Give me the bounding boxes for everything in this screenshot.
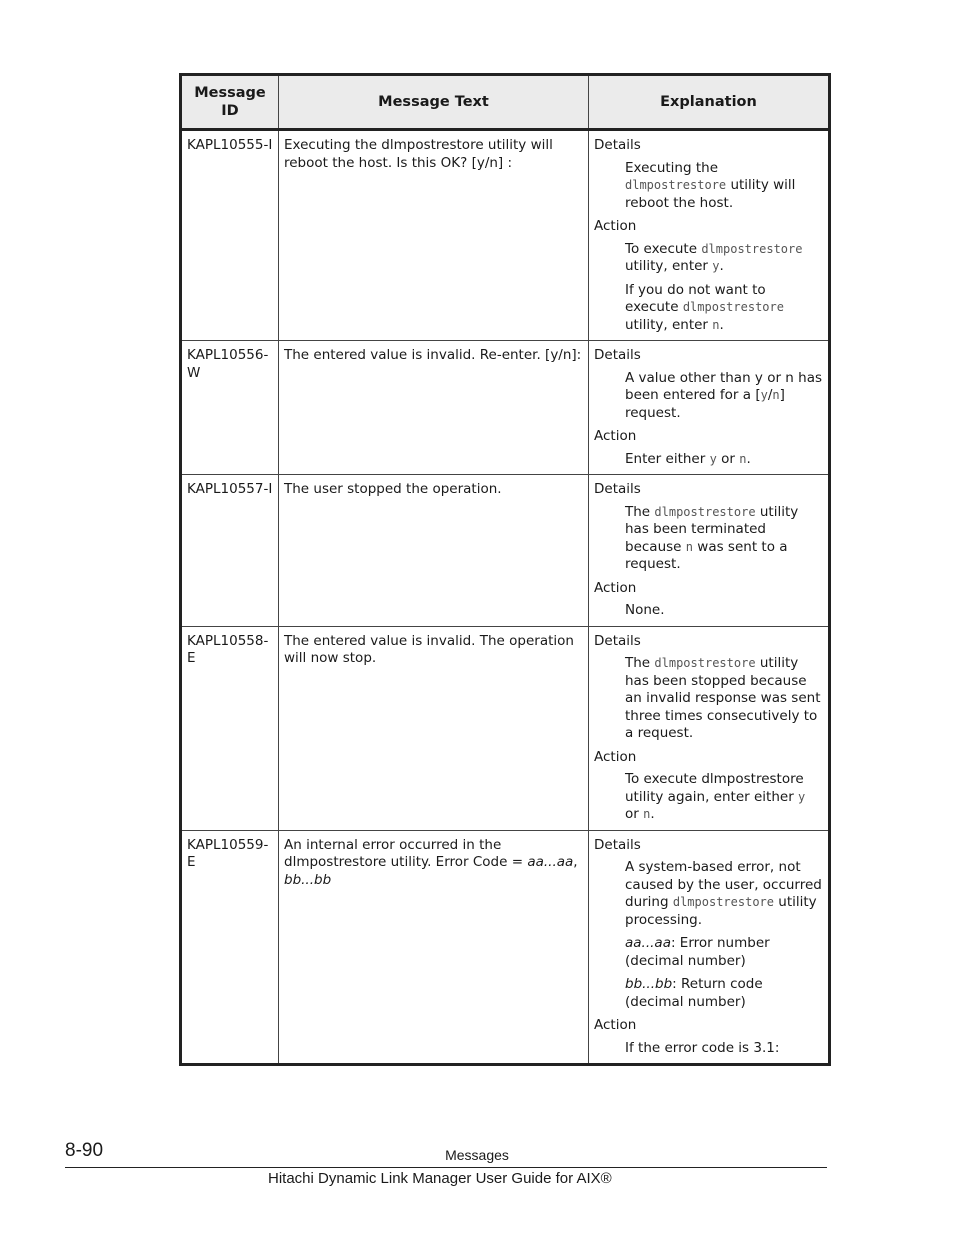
table-header (181, 75, 830, 130)
running-section-title: Messages (445, 1147, 509, 1163)
explanation-cell (589, 341, 830, 475)
action-label: Action (594, 218, 637, 234)
text-run: utility, enter (625, 316, 713, 333)
text-run: A value other than y or n has been entered for a [ (625, 369, 823, 403)
message-id-cell: KAPL10556-W (181, 341, 279, 475)
details-text (625, 655, 823, 743)
text-run: Executing the (625, 159, 719, 176)
code-term: dlmpostrestore (701, 241, 803, 256)
details-label: Details (594, 632, 641, 649)
action-label: Action (594, 748, 637, 765)
message-text-cell: The entered value is invalid. Re-enter. [y/n]: (279, 341, 589, 475)
code-term: n (772, 388, 780, 402)
book-title: Hitachi Dynamic Link Manager User Guide for AIX® (268, 1170, 612, 1187)
text-run: . (746, 450, 751, 467)
details-text (625, 859, 823, 929)
code-term: y (760, 388, 768, 402)
text-run: / (767, 387, 773, 403)
details-label: Details (594, 137, 641, 153)
code-term: n (712, 317, 720, 332)
messages-table (179, 73, 831, 1066)
explanation-cell (589, 475, 830, 627)
text-run: To execute dlmpostrestore utility again, enter either (625, 771, 804, 805)
action-label: Action (594, 428, 637, 444)
variable-term: aa...aa (625, 935, 671, 951)
details-label: Details (594, 347, 641, 363)
message-id-cell: KAPL10555-I (181, 130, 279, 341)
explanation-cell (589, 830, 830, 1065)
table-row (181, 626, 830, 830)
details-extra-text (625, 976, 823, 1011)
text-run: utility processing. (625, 894, 817, 928)
text-run: . (650, 806, 655, 822)
action-label: Action (594, 1017, 637, 1033)
text-run: If the error code is 3.1: (625, 1039, 780, 1056)
variable-term: bb...bb (625, 976, 673, 992)
message-id-cell: KAPL10559-E (181, 830, 279, 1065)
text-run: An internal error occurred in the dlmpostrestore utility. Error Code = (284, 836, 528, 870)
message-text-cell: The user stopped the operation. (279, 475, 589, 627)
text-run: utility, enter (625, 258, 713, 274)
details-extra-text (625, 935, 823, 970)
details-label: Details (594, 836, 641, 853)
text-run: : Return code (decimal number) (625, 976, 763, 1010)
text-run: . (719, 316, 724, 333)
text-run: was sent to a request. (625, 538, 788, 572)
table-row (181, 830, 830, 1065)
text-run: To execute (625, 240, 702, 257)
header-message-text: Message Text (279, 75, 589, 130)
action-label: Action (594, 579, 637, 596)
action-text (625, 241, 823, 276)
text-run: utility has been stopped because an invalid response was sent three times consecutively to a request. (625, 655, 821, 741)
text-run: utility will reboot the host. (625, 177, 796, 211)
code-term: dlmpostrestore (625, 178, 727, 192)
details-text (625, 160, 823, 213)
variable-term: bb...bb (284, 871, 332, 888)
action-text (625, 1040, 823, 1058)
footer-divider (65, 1167, 827, 1168)
table-row (181, 341, 830, 475)
messages-table-container (179, 73, 828, 1066)
details-label: Details (594, 481, 641, 497)
text-run: or (716, 450, 740, 467)
text-run: Enter either (625, 450, 710, 467)
details-text (625, 504, 823, 574)
variable-term: aa...aa (527, 854, 574, 870)
code-term: dlmpostrestore (672, 895, 774, 909)
message-text-cell: Executing the dlmpostrestore utility will reboot the host. Is this OK? [y/n] : (279, 130, 589, 341)
message-id-cell: KAPL10558-E (181, 626, 279, 830)
details-text (625, 370, 823, 423)
code-term: y (712, 259, 720, 273)
code-term: n (643, 807, 651, 821)
explanation-cell (589, 130, 830, 341)
code-term: n (685, 539, 693, 554)
code-term: dlmpostrestore (682, 300, 784, 314)
table-row (181, 475, 830, 627)
message-id-cell: KAPL10557-I (181, 475, 279, 627)
action-text (625, 282, 823, 335)
action-text (625, 771, 823, 824)
text-run: : Error number (decimal number) (625, 935, 770, 969)
message-text-cell (279, 830, 589, 1065)
message-text-cell: The entered value is invalid. The operation will now stop. (279, 626, 589, 830)
code-term: dlmpostrestore (654, 504, 756, 519)
text-run: utility has been terminated because (625, 503, 799, 555)
page-number: 8-90 (65, 1140, 104, 1161)
text-run: The (625, 655, 655, 671)
code-term: n (739, 451, 747, 466)
code-term: y (798, 789, 806, 804)
table-body (181, 130, 830, 1065)
text-run: If you do not want to execute (625, 281, 766, 315)
action-text (625, 602, 823, 620)
header-explanation: Explanation (589, 75, 830, 130)
code-term: dlmpostrestore (654, 656, 756, 670)
text-run: The (625, 503, 655, 520)
text-run: A system-based error, not caused by the user, occurred during (625, 859, 822, 910)
text-run: or (625, 806, 644, 822)
table-row (181, 130, 830, 341)
action-text (625, 451, 823, 469)
header-message-id: Message ID (181, 75, 279, 130)
code-term: y (709, 451, 717, 466)
text-run: . (719, 258, 724, 274)
text-run: , (573, 854, 578, 870)
text-run: ] request. (625, 387, 785, 421)
explanation-cell (589, 626, 830, 830)
text-run: None. (625, 602, 665, 618)
